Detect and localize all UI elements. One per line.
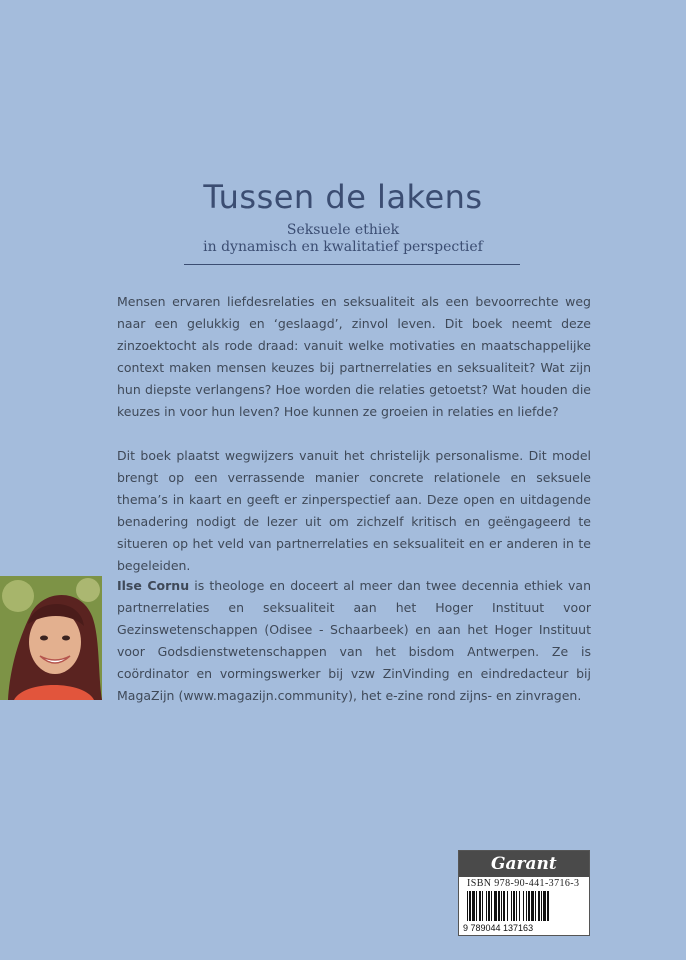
description-paragraph-2: Dit boek plaatst wegwijzers vanuit het christelijk personalisme. Dit model brengt op een verrassende manier concrete relationele en seksuele thema’s in kaart en geeft er zinperspectief aan. Deze open en uitdagende benadering nodigt de lezer uit om zichzelf kritisch en geëngageerd te situeren op het veld van partnerrelaties en seksualiteit en er anderen in te begeleiden. xyxy=(117,448,591,573)
barcode-bar xyxy=(479,891,481,921)
barcode-bar xyxy=(531,891,534,921)
publisher-logo-band xyxy=(459,851,589,877)
author-bio-text: is theologe en doceert al meer dan twee decennia ethiek van partnerrelaties en seksualiteit aan het Hoger Instituut voor Gezinswetenschappen (Odisee - Schaarbeek) en aan het Hoger Instituut voor Godsdienstwetenschappen van het bisdom Antwerpen. Ze is coördinator en vormingswerker bij vzw ZinVinding en eindredacteur bij MagaZijn (www.magazijn.community), het e-zine rond zijns- en zinvragen. xyxy=(117,578,591,703)
author-bio xyxy=(117,575,591,707)
barcode-bar xyxy=(482,891,483,921)
barcode-bar xyxy=(507,891,508,921)
book-title: Tussen de lakens xyxy=(203,178,483,216)
barcode-panel xyxy=(458,850,590,936)
barcode-digits: 9 789044 137163 xyxy=(463,923,534,933)
barcode-bar xyxy=(543,891,546,921)
barcode-bar xyxy=(541,891,542,921)
barcode-bar xyxy=(511,891,512,921)
barcode-bar xyxy=(535,891,536,921)
isbn-text: ISBN 978-90-441-3716-3 xyxy=(467,878,580,889)
barcode-bar xyxy=(538,891,540,921)
barcode-bar xyxy=(469,891,471,921)
barcode-bar xyxy=(476,891,477,921)
author-photo xyxy=(0,576,102,700)
publisher-logo: Garant xyxy=(491,854,557,874)
title-divider xyxy=(184,264,520,265)
barcode-bar xyxy=(501,891,502,921)
barcode-bar xyxy=(467,891,468,921)
barcode-bar xyxy=(498,891,500,921)
description-paragraph-1: Mensen ervaren liefdesrelaties en seksualiteit als een bevoorrechte weg naar een gelukkig en ‘geslaagd’, zinvol leven. Dit boek neemt deze zinzoektocht als rode draad: vanuit welke motivaties en maatschappelijke context maken mensen keuzes bij partnerrelaties en seksualiteit? Wat zijn hun diepste verlangens? Hoe worden die relaties getoetst? Wat houden die keuzes in voor hun leven? Hoe kunnen ze groeien in relaties en liefde? xyxy=(117,294,591,419)
barcode-bar xyxy=(528,891,530,921)
barcode xyxy=(465,891,583,921)
barcode-bar xyxy=(523,891,524,921)
barcode-bar xyxy=(472,891,475,921)
barcode-bar xyxy=(488,891,490,921)
barcode-bar xyxy=(486,891,487,921)
barcode-bar xyxy=(513,891,515,921)
subtitle-line-2: in dynamisch en kwalitatief perspectief xyxy=(203,239,483,255)
barcode-bar xyxy=(503,891,505,921)
barcode-bar xyxy=(516,891,517,921)
subtitle-line-1: Seksuele ethiek xyxy=(286,222,400,238)
book-subtitle xyxy=(0,222,686,256)
barcode-bar xyxy=(491,891,492,921)
barcode-bar xyxy=(494,891,497,921)
barcode-bar xyxy=(519,891,520,921)
barcode-bar xyxy=(547,891,549,921)
author-name: Ilse Cornu xyxy=(117,578,190,593)
barcode-bar xyxy=(526,891,527,921)
